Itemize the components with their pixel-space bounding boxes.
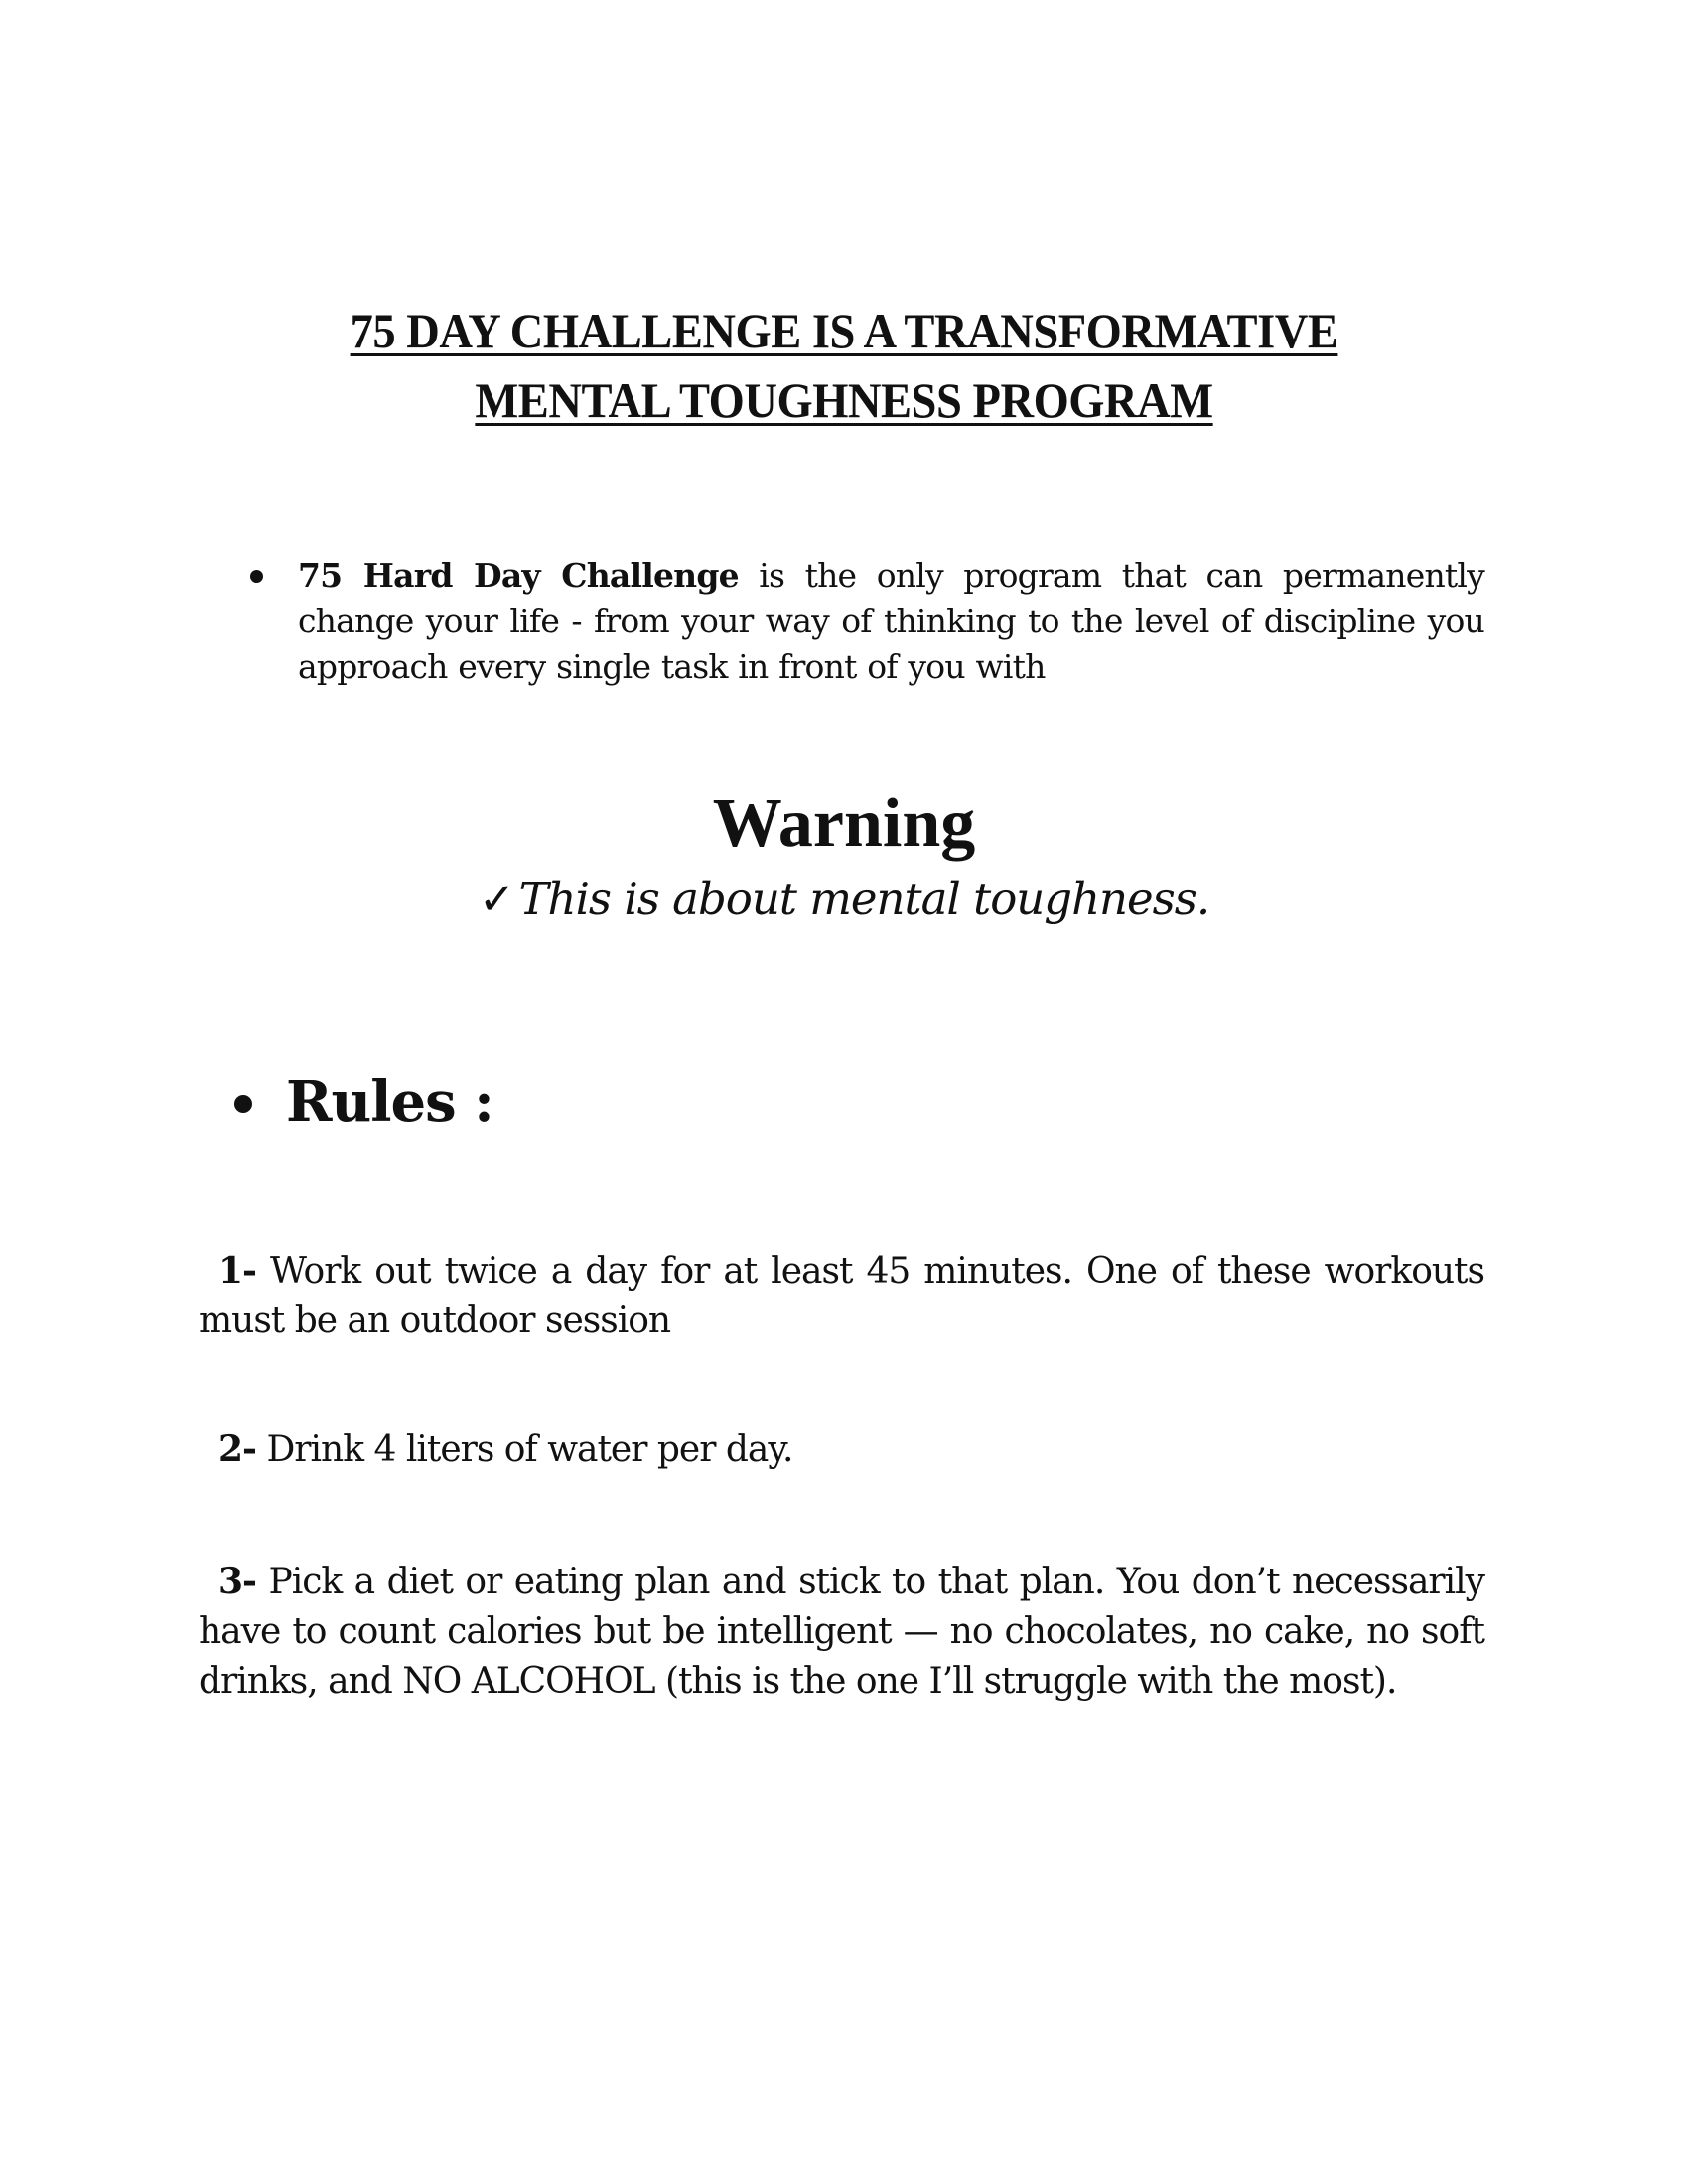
- intro-paragraph: [298, 553, 1484, 690]
- rule-number: 2-: [218, 1429, 256, 1470]
- bullet-icon: [234, 1095, 252, 1113]
- rule-text: Pick a diet or eating plan and stick to that plan. You don’t necessarily have to count calories but be intelligent — no chocolates, no cake, no soft drinks, and NO ALCOHOL (this is the one I’ll struggle with the most).: [199, 1562, 1484, 1702]
- warning-text: This is about mental toughness.: [518, 873, 1210, 925]
- rules-heading-text: Rules :: [286, 1069, 493, 1135]
- checkmark-icon: ✓: [478, 873, 515, 925]
- warning-statement: [0, 870, 1688, 929]
- intro-text: is the only program that can permanently change your life - from your way of thinking to the level of discipline you approach every single task in front of you with: [298, 556, 1484, 686]
- rule-item-1: [199, 1246, 1484, 1346]
- title-line-1: 75 DAY CHALLENGE IS A TRANSFORMATIVE: [350, 303, 1338, 358]
- rule-item-3: [199, 1557, 1484, 1706]
- rule-number: 1-: [218, 1250, 256, 1292]
- rule-item-2: [199, 1425, 1484, 1475]
- rule-number: 3-: [218, 1561, 256, 1602]
- warning-heading: Warning: [712, 785, 976, 862]
- rules-heading: [286, 1062, 493, 1142]
- rule-text: Drink 4 liters of water per day.: [256, 1430, 793, 1470]
- intro-bold-lead: 75 Hard Day Challenge: [298, 556, 739, 595]
- rule-text: Work out twice a day for at least 45 minutes. One of these workouts must be an outdoor session: [199, 1251, 1484, 1341]
- title-line-2: MENTAL TOUGHNESS PROGRAM: [475, 372, 1213, 428]
- bullet-icon: [250, 570, 263, 583]
- page-title: [60, 296, 1629, 435]
